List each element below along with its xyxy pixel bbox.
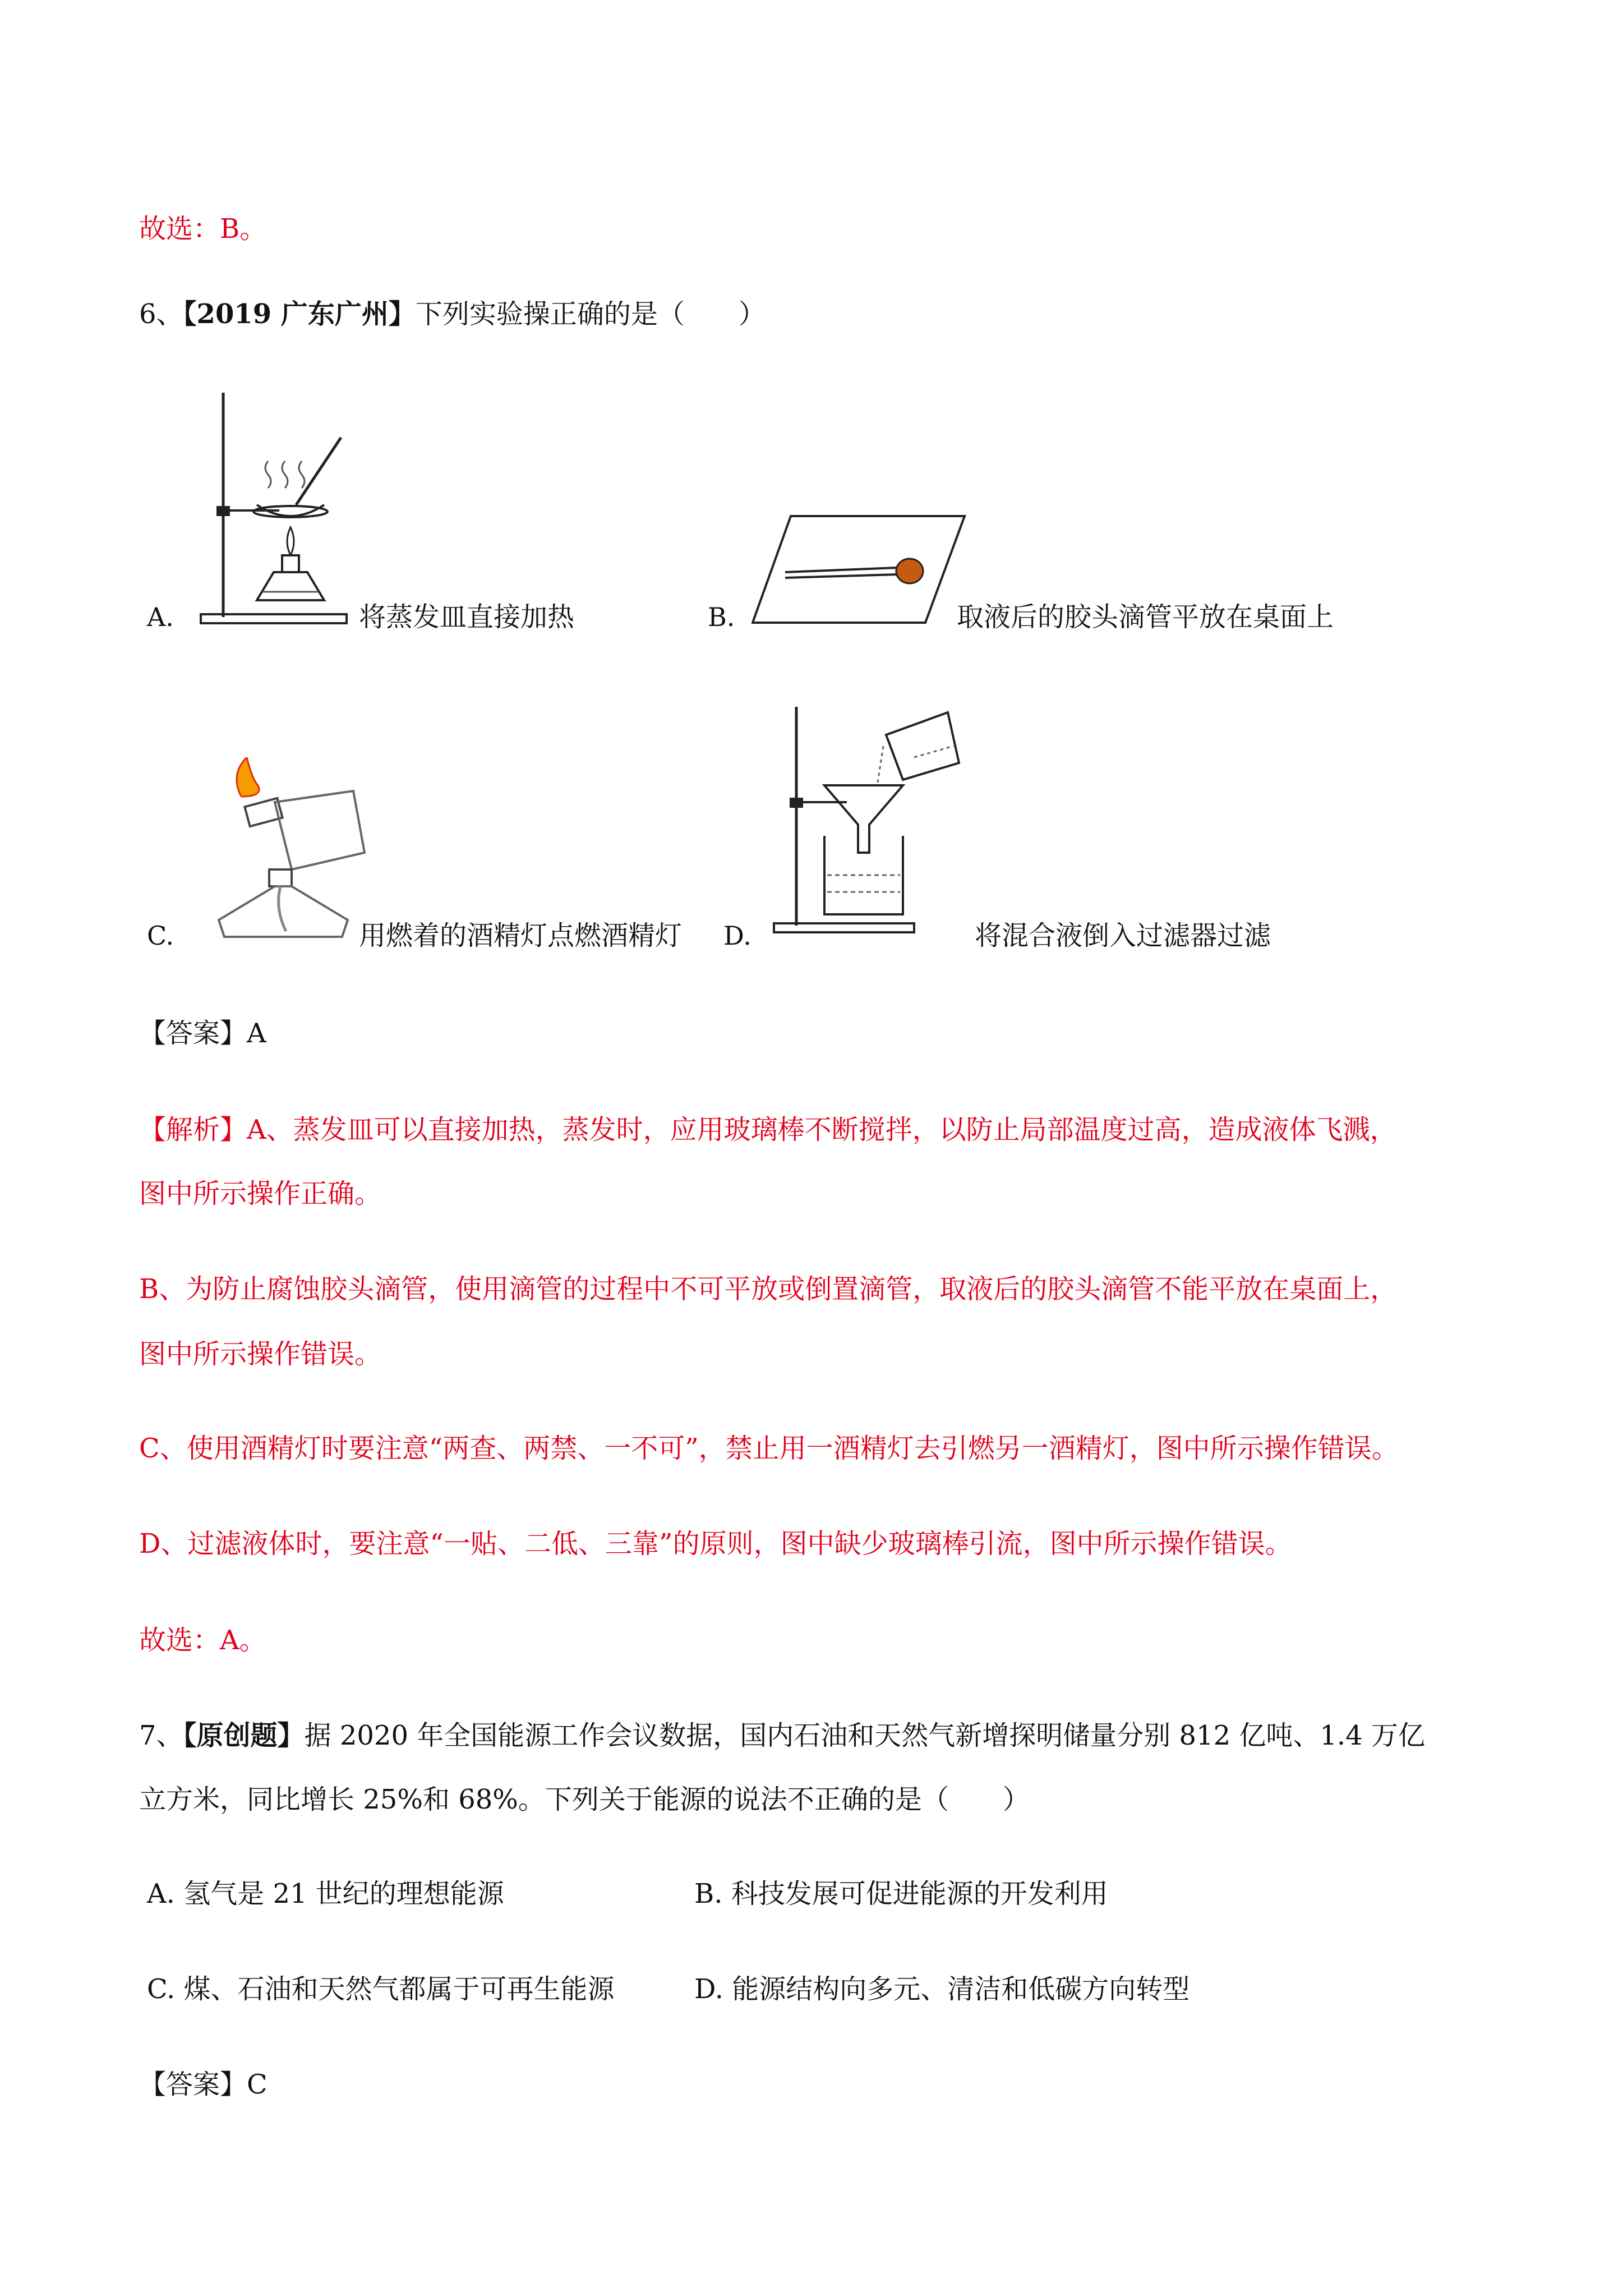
q6-stem: [139, 297, 766, 331]
q7-option-d-letter: D.: [694, 1973, 724, 2005]
q6-source: 【2019 广东广州】: [183, 298, 416, 330]
dropper-on-table-figure: [751, 505, 970, 634]
alcohol-lamp-lighting-figure: [185, 757, 370, 942]
q6-analysis-line-5: C、使用酒精灯时要注意“两查、两禁、一不可”，禁止用一酒精灯去引燃另一酒精灯，图中所示操作错误。: [139, 1433, 1399, 1464]
q6-option-c-letter: C.: [147, 921, 174, 951]
q6-conclusion: 故选：A。: [139, 1625, 266, 1656]
q6-number: 6、: [139, 298, 183, 330]
q7-stem-line-1: [139, 1719, 1425, 1752]
q7-option-a-text: 氢气是 21 世纪的理想能源: [183, 1878, 504, 1910]
q7-option-a: [147, 1877, 504, 1911]
q7-option-d: [694, 1972, 1189, 2006]
q7-option-d-text: 能源结构向多元、清洁和低碳方向转型: [732, 1973, 1190, 2005]
q7-stem-text-1: 据 2020 年全国能源工作会议数据，国内石油和天然气新增探明储量分别 812 亿吨、1.4 万亿: [304, 1720, 1425, 1751]
q6-option-a-text: 将蒸发皿直接加热: [359, 601, 575, 633]
q7-option-c-letter: C.: [147, 1973, 176, 2005]
q7-stem-line-2: 立方米，同比增长 25%和 68%。下列关于能源的说法不正确的是（ ）: [139, 1784, 1030, 1815]
q6-option-b-letter: B.: [708, 602, 735, 632]
q6-analysis-line-1: 【解析】A、蒸发皿可以直接加热，蒸发时，应用玻璃棒不断搅拌，以防止局部温度过高，造成液体飞溅，: [139, 1114, 1397, 1145]
q6-option-b-text: 取液后的胶头滴管平放在桌面上: [957, 601, 1334, 633]
q7-option-c: [147, 1972, 615, 2006]
q6-analysis-line-4: 图中所示操作错误。: [139, 1338, 382, 1370]
q7-option-b: [694, 1877, 1108, 1911]
evaporating-dish-figure: [190, 387, 352, 634]
previous-conclusion: 故选：B。: [139, 213, 267, 245]
q7-option-b-text: 科技发展可促进能源的开发利用: [731, 1878, 1108, 1910]
q7-option-b-letter: B.: [694, 1878, 723, 1910]
q7-answer: 【答案】C: [139, 2069, 268, 2100]
q6-option-d-letter: D.: [723, 921, 751, 951]
q7-option-a-letter: A.: [147, 1878, 175, 1910]
q6-option-a-letter: A.: [147, 602, 174, 632]
q6-analysis-line-3: B、为防止腐蚀胶头滴管，使用滴管的过程中不可平放或倒置滴管，取液后的胶头滴管不能平放在桌面上，: [139, 1273, 1398, 1305]
q6-analysis-line-2: 图中所示操作正确。: [139, 1178, 382, 1209]
q6-answer: 【答案】A: [139, 1018, 266, 1049]
q6-option-c-text: 用燃着的酒精灯点燃酒精灯: [359, 920, 683, 951]
q7-option-c-text: 煤、石油和天然气都属于可再生能源: [183, 1973, 615, 2005]
filtration-figure: [763, 701, 987, 948]
q6-analysis-line-6: D、过滤液体时，要注意“一贴、二低、三靠”的原则，图中缺少玻璃棒引流，图中所示操作错误。: [139, 1528, 1292, 1559]
q6-option-d-text: 将混合液倒入过滤器过滤: [975, 920, 1271, 951]
q7-source: 【原创题】: [183, 1720, 305, 1751]
q6-stem-text: 下列实验操正确的是（ ）: [415, 298, 766, 330]
q7-number: 7、: [139, 1720, 183, 1751]
